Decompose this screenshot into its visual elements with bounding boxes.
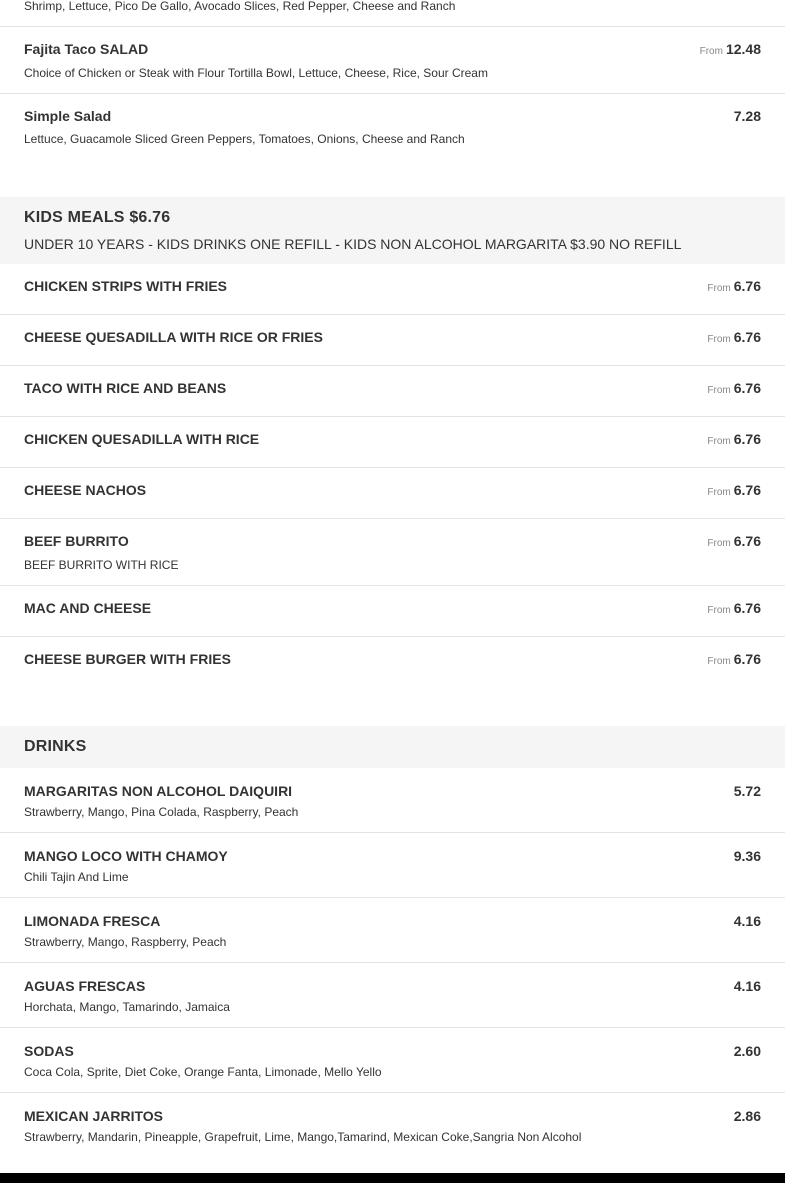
- section-header-kids-meals: [0, 197, 785, 264]
- price-value: 4.16: [733, 913, 761, 929]
- item-price: [707, 380, 761, 396]
- item-description: Choice of Chicken or Steak with Flour Tortilla Bowl, Lettuce, Cheese, Rice, Sour Cream: [24, 66, 488, 80]
- price-value: 6.76: [733, 482, 761, 498]
- price-value: 6.76: [733, 278, 761, 294]
- item-price: [734, 108, 761, 124]
- item-price: [707, 482, 761, 498]
- item-description: Coca Cola, Sprite, Diet Coke, Orange Fanta, Limonade, Mello Yello: [24, 1065, 382, 1079]
- menu-item[interactable]: [0, 417, 785, 468]
- price-from-label: From: [707, 487, 731, 498]
- menu-item[interactable]: [0, 264, 785, 315]
- menu-item[interactable]: [0, 1093, 785, 1158]
- item-description: Chili Tajin And Lime: [24, 870, 129, 884]
- price-value: 12.48: [725, 41, 761, 57]
- menu-item[interactable]: [0, 468, 785, 519]
- item-name: CHEESE NACHOS: [24, 482, 147, 498]
- item-description: Strawberry, Mango, Pina Colada, Raspberry, Peach: [24, 805, 299, 819]
- item-name: BEEF BURRITO: [24, 533, 129, 549]
- menu-item[interactable]: [0, 315, 785, 366]
- item-name: SODAS: [24, 1043, 74, 1059]
- section-subtitle: UNDER 10 YEARS - KIDS DRINKS ONE REFILL - KIDS NON ALCOHOL MARGARITA $3.90 NO REFILL: [24, 236, 682, 252]
- item-price: [707, 329, 761, 345]
- section-header-drinks: [0, 726, 785, 768]
- item-price: [707, 278, 761, 294]
- price-from-label: From: [707, 436, 731, 447]
- item-description: Lettuce, Guacamole Sliced Green Peppers, Tomatoes, Onions, Cheese and Ranch: [24, 132, 465, 146]
- menu-item[interactable]: [0, 768, 785, 833]
- footer-bar: [0, 1173, 785, 1183]
- price-from-label: From: [707, 656, 731, 667]
- price-value: 6.76: [733, 600, 761, 616]
- price-value: 2.60: [733, 1043, 761, 1059]
- item-description: BEEF BURRITO WITH RICE: [24, 558, 179, 572]
- item-description: Horchata, Mango, Tamarindo, Jamaica: [24, 1000, 230, 1014]
- item-name: CHEESE BURGER WITH FRIES: [24, 651, 231, 667]
- item-price: [734, 1108, 761, 1124]
- item-name: MEXICAN JARRITOS: [24, 1108, 163, 1124]
- item-price: [707, 600, 761, 616]
- menu-item[interactable]: [0, 637, 785, 726]
- item-name: Simple Salad: [24, 108, 112, 124]
- menu-item[interactable]: [0, 586, 785, 637]
- item-price: [707, 431, 761, 447]
- section-title: DRINKS: [24, 738, 87, 755]
- menu-item[interactable]: [0, 519, 785, 586]
- item-name: CHICKEN STRIPS WITH FRIES: [24, 278, 228, 294]
- menu-item[interactable]: [0, 898, 785, 963]
- item-description: Shrimp, Lettuce, Pico De Gallo, Avocado Slices, Red Pepper, Cheese and Ranch: [24, 0, 456, 13]
- price-from-label: From: [707, 538, 731, 549]
- item-price: [707, 533, 761, 549]
- price-value: 6.76: [733, 431, 761, 447]
- price-value: 2.86: [733, 1108, 761, 1124]
- menu-item[interactable]: [0, 94, 785, 197]
- item-name: MAC AND CHEESE: [24, 600, 152, 616]
- item-price: [707, 651, 761, 667]
- item-price: [734, 1043, 761, 1059]
- item-name: LIMONADA FRESCA: [24, 913, 161, 929]
- item-name: MANGO LOCO WITH CHAMOY: [24, 848, 228, 864]
- item-name: AGUAS FRESCAS: [24, 978, 146, 994]
- item-name: CHICKEN QUESADILLA WITH RICE: [24, 431, 260, 447]
- menu-item[interactable]: [0, 833, 785, 898]
- price-value: 4.16: [733, 978, 761, 994]
- price-from-label: From: [707, 334, 731, 345]
- section-title: KIDS MEALS $6.76: [24, 209, 171, 226]
- item-description: Strawberry, Mango, Raspberry, Peach: [24, 935, 227, 949]
- item-price: [734, 848, 761, 864]
- price-value: 6.76: [733, 380, 761, 396]
- price-value: 6.76: [733, 533, 761, 549]
- item-price: [700, 41, 761, 57]
- item-price: [734, 913, 761, 929]
- price-value: 7.28: [733, 108, 761, 124]
- price-value: 5.72: [733, 783, 761, 799]
- menu-item[interactable]: [0, 1028, 785, 1093]
- menu-item[interactable]: [0, 27, 785, 94]
- price-from-label: From: [707, 605, 731, 616]
- item-name: CHEESE QUESADILLA WITH RICE OR FRIES: [24, 329, 323, 345]
- item-description: Strawberry, Mandarin, Pineapple, Grapefruit, Lime, Mango,Tamarind, Mexican Coke,Sangria Non Alcohol: [24, 1130, 582, 1144]
- price-from-label: From: [699, 46, 723, 57]
- item-name: TACO WITH RICE AND BEANS: [24, 380, 227, 396]
- menu-item[interactable]: [0, 963, 785, 1028]
- price-value: 6.76: [733, 651, 761, 667]
- item-price: [734, 783, 761, 799]
- price-from-label: From: [707, 283, 731, 294]
- price-value: 6.76: [733, 329, 761, 345]
- item-name: Fajita Taco SALAD: [24, 41, 149, 57]
- price-from-label: From: [707, 385, 731, 396]
- menu-item[interactable]: [0, 366, 785, 417]
- item-price: [734, 978, 761, 994]
- price-value: 9.36: [733, 848, 761, 864]
- menu-item[interactable]: [0, 0, 785, 27]
- item-name: MARGARITAS NON ALCOHOL DAIQUIRI: [24, 783, 293, 799]
